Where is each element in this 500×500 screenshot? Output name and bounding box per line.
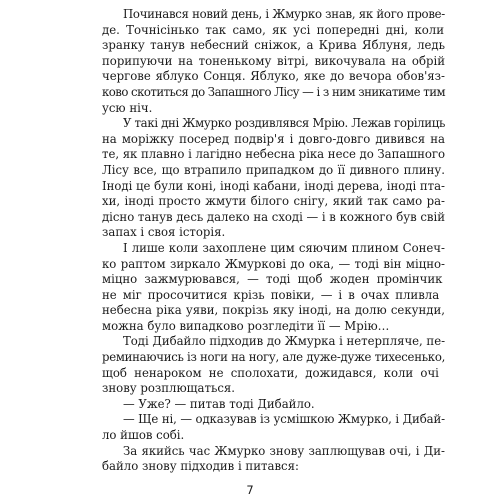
text-line: Тоді Дибайло підходив до Жмурка і нетерпляче, пе- (123, 334, 446, 349)
text-line: Починався новий день, і Жмурко знав, як його прове- (123, 7, 445, 21)
text-line: хи, іноді просто жмути білого снігу, який так само ра- (102, 194, 445, 209)
paragraph-4 (81, 334, 446, 396)
text-line: не міг просочитися крізь повіки, — і в очах пливла (102, 287, 440, 302)
text-line: — Уже? — питав тоді Дибайло. (123, 396, 315, 411)
text-line: У такі дні Жмурко роздивлявся Мрію. Лежав горілиць (123, 116, 445, 131)
text-line: чергове яблуко Сонця. Яблуко, яке до вечора обов'яз- (102, 69, 445, 84)
text-line: Лісу все, що втрапило припадком до її дивного плину. (102, 162, 445, 177)
paragraph-2 (81, 116, 446, 241)
text-line: байло знову підходив і питався: (102, 459, 299, 474)
text-line: запах і своя історія. (102, 225, 226, 240)
text-line: — Ще ні, — одказував із усмішкою Жмурко, і Дибай- (123, 412, 446, 427)
text-line: порипуючи на тоненькому вітрі, викочувала на обрій (102, 53, 445, 68)
text-line: ло йшов собі. (102, 428, 185, 443)
text-line: усю ніч. (102, 100, 153, 115)
dialogue-line-1 (81, 397, 424, 413)
text-line: ково скотиться до Запашного Лісу — і з ним зникатиме тим (102, 84, 446, 99)
text-line: щоб ненароком не сполохати, дожидався, коли очі (102, 365, 439, 380)
text-line: І лише коли захоплене цим сяючим плином Сонеч- (123, 240, 445, 255)
text-line: міцно зажмурювався, — тоді щоб жоден промінчик (102, 272, 443, 287)
text-line: знову розплющаться. (102, 381, 235, 396)
text-line: зранку танув небесний сніжок, а Крива Яблуня, ледь (102, 38, 445, 53)
text-line: те, як плавно і лагідно небесна ріка несе до Запашного (102, 147, 446, 162)
dialogue-line-2 (81, 412, 446, 443)
text-line: на моріжку посеред подвір'я і довго-довго дивився на (102, 131, 445, 146)
paragraph-3 (81, 240, 445, 335)
text-line: можна було випадково розгледіти її — Мрію… (102, 318, 390, 333)
text-line: небесна ріка уяви, покрізь яку іноді, на долю секунди, (102, 303, 445, 318)
text-line: Іноді це були коні, іноді кабани, іноді дерева, іноді пта- (102, 178, 445, 193)
text-line: реминаючись із ноги на ногу, але дуже-дуже тихесенько, (102, 350, 446, 365)
paragraph-7 (81, 443, 445, 475)
page-number: 7 (246, 483, 254, 497)
book-page-text (81, 7, 446, 475)
text-line: ко раптом зиркало Жмуркові до ока, — тоді він міцно- (102, 256, 445, 271)
text-line: дісно танув десь далеко на сході — і в кожного був свій (102, 209, 445, 224)
paragraph-1 (81, 7, 446, 116)
text-line: де. Точнісінько так само, як усі попередні дні, коли (102, 22, 444, 37)
text-line: За якийсь час Жмурко знову заплющував очі, і Ди- (123, 443, 445, 458)
